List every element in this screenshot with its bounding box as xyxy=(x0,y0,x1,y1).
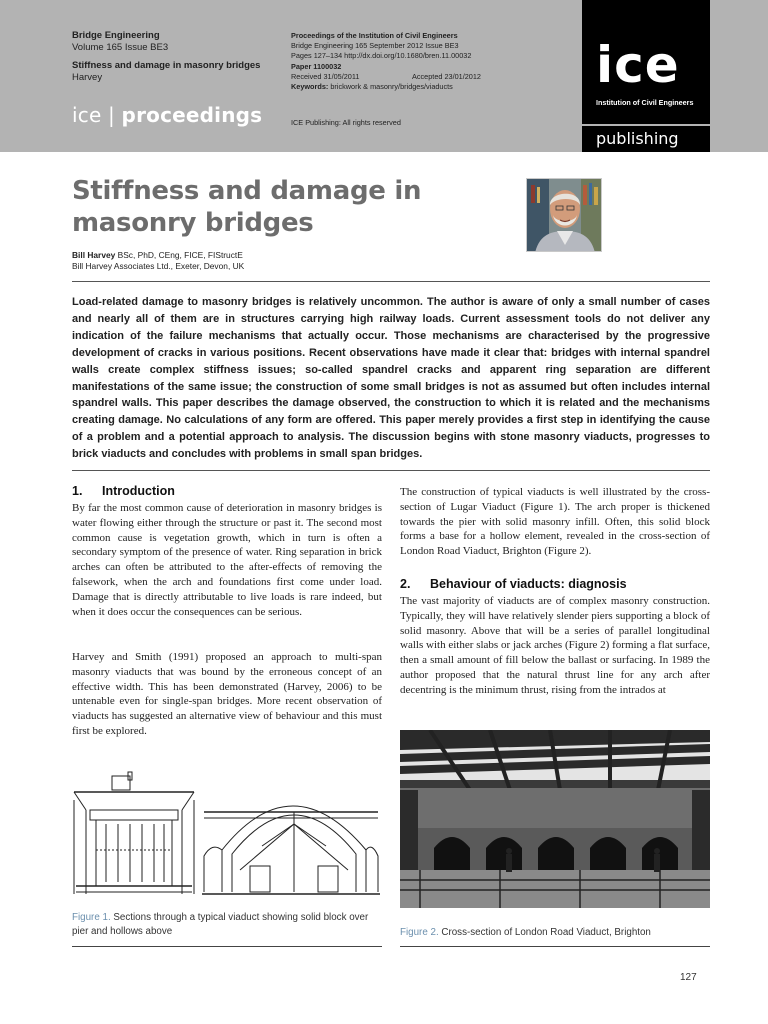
figure-2-rule xyxy=(400,946,710,947)
section-1-title: Introduction xyxy=(102,484,175,498)
journal-volume: Volume 165 Issue BE3 xyxy=(72,42,169,53)
figure-2-caption xyxy=(400,926,710,940)
author-name: Bill Harvey xyxy=(72,250,116,260)
section-2-title: Behaviour of viaducts: diagnosis xyxy=(430,577,627,591)
ice-logo-text: ice xyxy=(596,36,680,94)
author-photo xyxy=(526,178,602,252)
figure-1-label: Figure 1. xyxy=(72,912,111,923)
brand-ice: ice xyxy=(72,103,102,127)
keywords-label: Keywords: xyxy=(291,82,329,92)
section-2-heading xyxy=(400,577,627,591)
abstract: Load-related damage to masonry bridges is relatively uncommon. The author is aware of only a small number of cases and nearly all of them are in structures carrying high railway loads. Current assessment tools do not deliver any indication of the failure mechanisms that actually occur. Those mechanisms are characterised by the progressive development of cracks in various positions. Recent observations have made it clear that: bridges with internal spandrel walls create complex stiffness issues; so-called spandrel cracks and apparent ring separation are different manifestations of the same issue; the construction of some small bridges is not as assumed but often includes internal spandrel walls. This paper describes the damage observed, the construction to which it is related and the mechanisms creating damage. No calculations of any form are offered. This paper merely provides a first step in identifying the cause of a problem and a potential approach to analysis. The discussion begins with stone masonry viaducts, progresses to brick viaducts and concludes with problems in small span bridges. xyxy=(72,296,710,461)
section-1-paragraph-1: By far the most common cause of deterioration in masonry bridges is water flowing either through the structure or past it. The second most common cause is vegetation growth, which in turn is often a secondary symptom of the presence of water. Ring separation in brick arches can often be attributed to the after-effects of removing the falsework, when the arch and foundations first come under load. Damage that is directly attributable to live loads is rare indeed, but when it does occur the consequences can be serious. xyxy=(72,502,382,618)
doi-link[interactable]: Pages 127–134 http://dx.doi.org/10.1680/bren.11.00032 xyxy=(291,51,472,61)
journal-info xyxy=(72,30,282,84)
proceedings-issue: Bridge Engineering 165 September 2012 Issue BE3 xyxy=(291,41,459,51)
brand-separator: | xyxy=(108,103,115,127)
keywords-line xyxy=(291,82,491,92)
publication-details xyxy=(291,31,491,92)
section-2-number: 2. xyxy=(400,577,411,591)
received-date: Received 31/05/2011 xyxy=(291,71,360,81)
figure-2-photo xyxy=(400,730,710,908)
figure-1-caption xyxy=(72,911,382,939)
publishing-box xyxy=(582,126,710,152)
journal-header xyxy=(0,0,768,152)
section-1-number: 1. xyxy=(72,484,83,498)
section-1-heading xyxy=(72,484,175,498)
dates-row xyxy=(291,72,481,82)
keywords-value: brickwork & masonry/bridges/viaducts xyxy=(330,82,453,92)
running-author: Harvey xyxy=(72,72,103,83)
figure-1 xyxy=(72,770,382,900)
author-photo-image xyxy=(527,179,602,252)
author-line xyxy=(72,250,244,261)
author-degrees: BSc, PhD, CEng, FICE, FIStructE xyxy=(115,250,243,260)
section-1-paragraph-2: Harvey and Smith (1991) proposed an approach to multi-span masonry viaducts that was bound by the erroneous concept of an effective width. This has been demonstrated (Harvey, 2006) to be untenable even for single-span bridges. More recent observation of viaducts has suggested an alternative view of behaviour and this must first be explored. xyxy=(72,651,382,737)
right-column-paragraph: The construction of typical viaducts is well illustrated by the cross-section of Lugar Viaduct (Figure 1). The arch proper is thickened towards the pier with solid masonry infill. Often, this solid block forms a base for a hollow element, revealed in the cross-section of London Road Viaduct, Brighton (Figure 2). xyxy=(400,486,710,558)
figure-1-drawing xyxy=(72,770,382,900)
abstract-divider xyxy=(72,470,710,471)
proceedings-title: Proceedings of the Institution of Civil Engineers xyxy=(291,31,458,40)
accepted-date: Accepted 23/01/2012 xyxy=(412,71,481,81)
title-divider xyxy=(72,281,710,282)
ice-proceedings-brand xyxy=(72,103,262,127)
page-number: 127 xyxy=(680,972,697,983)
title-line-1: Stiffness and damage in xyxy=(72,176,422,206)
figure-1-caption-text: Sections through a typical viaduct showing solid block over pier and hollows above xyxy=(72,912,369,937)
paper-title xyxy=(72,175,502,239)
running-title: Stiffness and damage in masonry bridges xyxy=(72,60,261,71)
figure-2-caption-text: Cross-section of London Road Viaduct, Brighton xyxy=(438,927,651,938)
figure-2-label: Figure 2. xyxy=(400,927,439,938)
publishing-text: publishing xyxy=(596,129,679,148)
author-affiliation: Bill Harvey Associates Ltd., Exeter, Devon, UK xyxy=(72,261,245,271)
figure-2 xyxy=(400,730,710,908)
journal-name: Bridge Engineering xyxy=(72,30,160,41)
figure-1-rule xyxy=(72,946,382,947)
rights-notice: ICE Publishing: All rights reserved xyxy=(291,118,401,127)
ice-logo-subtitle: Institution of Civil Engineers xyxy=(596,98,694,107)
section-2-paragraph-1: The vast majority of viaducts are of complex masonry construction. Typically, they will have relatively slender piers supporting a block of solid masonry. Above that will be a series of parallel longitudinal walls with either slabs or jack arches (Figure 2) forming a flat surface, then a small amount of fill below the ballast or surfacing. In 1989 the author proposed that the natural thrust line for any arch after decentring is the minimum thrust, rising from the intrados at xyxy=(400,595,710,696)
title-line-2: masonry bridges xyxy=(72,208,314,238)
paper-number: Paper 1100032 xyxy=(291,61,342,71)
author-block xyxy=(72,250,244,272)
brand-proceedings: proceedings xyxy=(121,103,263,127)
ice-logo-box xyxy=(582,0,710,124)
